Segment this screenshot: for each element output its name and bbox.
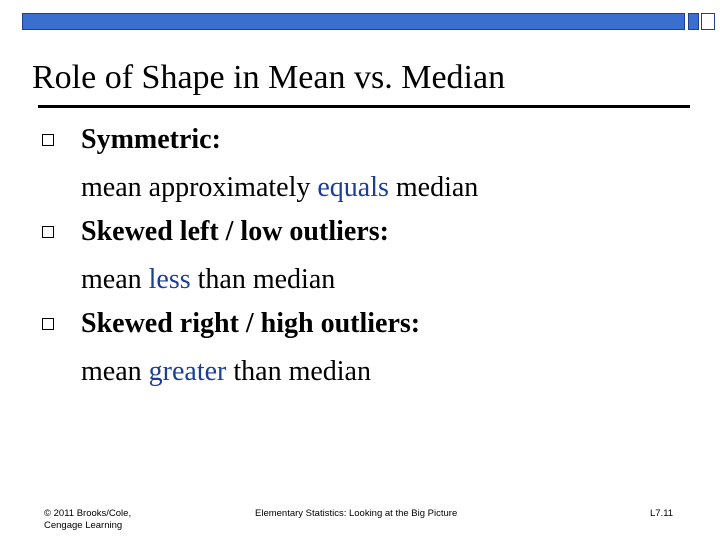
top-banner-bar [22, 13, 715, 30]
banner-square-filled [688, 13, 699, 30]
bullet-heading: Symmetric: [81, 124, 221, 155]
accent-word: less [148, 264, 191, 295]
footer-slide-number: L7.11 [650, 508, 674, 519]
bullet-item [40, 118, 700, 210]
bullet-item [40, 210, 700, 302]
banner-square-outline [701, 13, 715, 30]
footer-copyright: © 2011 Brooks/Cole, Cengage Learning [44, 508, 132, 531]
title-divider [38, 105, 690, 108]
footer-book-title: Elementary Statistics: Looking at the Big Picture [255, 508, 458, 519]
bullet-detail: mean greater than median [81, 356, 371, 387]
accent-word: equals [317, 172, 389, 203]
bullet-list [40, 118, 700, 394]
square-bullet-icon [42, 134, 54, 146]
bullet-detail: mean approximately equals median [81, 172, 479, 203]
bullet-detail: mean less than median [81, 264, 336, 295]
square-bullet-icon [42, 226, 54, 238]
bullet-heading: Skewed right / high outliers: [81, 308, 421, 339]
banner-fill [22, 13, 685, 30]
slide-title: Role of Shape in Mean vs. Median [32, 59, 506, 96]
bullet-item [40, 302, 700, 394]
bullet-heading: Skewed left / low outliers: [81, 216, 389, 247]
square-bullet-icon [42, 318, 54, 330]
accent-word: greater [148, 356, 227, 387]
